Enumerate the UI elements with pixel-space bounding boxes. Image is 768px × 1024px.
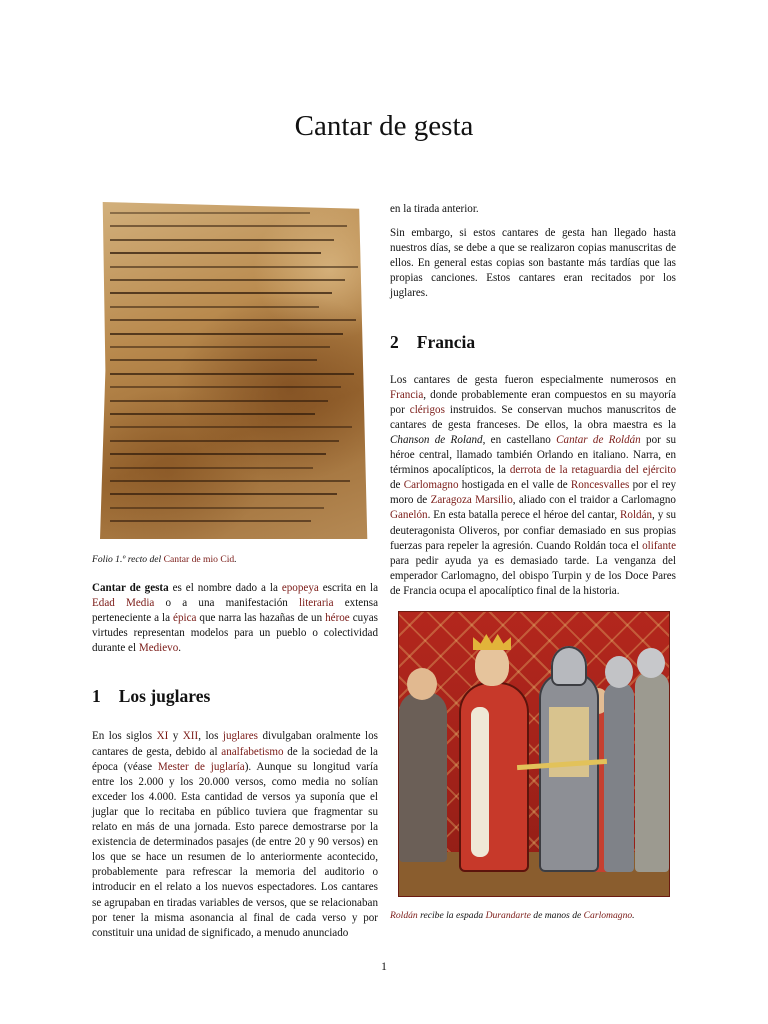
text-run: que narra las hazañas de un [196, 612, 326, 625]
script-line [110, 266, 358, 268]
article-link[interactable]: derrota de la retaguardia del ejército [509, 464, 676, 477]
article-link[interactable]: Cantar de Roldán [556, 433, 641, 446]
figure-caption-cid [92, 553, 378, 566]
miniature-image [398, 611, 670, 897]
text-run: de la sociedad de la época (véase [92, 745, 378, 773]
text-run: Los cantares de gesta fueron especialmente numerosos en [390, 373, 676, 386]
text-run: Cantar de gesta [92, 582, 169, 594]
text-run: divulgaban oralmente los cantares de gesta, debido al [92, 730, 379, 758]
text-run: , donde probablemente eran compuestos en su mayoría por [390, 388, 676, 416]
script-line [110, 400, 328, 402]
text-run: escrita en la [318, 582, 379, 594]
script-line [110, 480, 350, 482]
article-link[interactable]: XII [182, 730, 199, 743]
text-run: . En esta batalla perece el héroe del cantar, [427, 509, 620, 522]
section-title: Francia [416, 331, 476, 352]
text-run: hostigada en el valle de [458, 479, 571, 492]
section-title: Los juglares [118, 686, 211, 707]
article-link[interactable]: Durandarte [485, 909, 531, 921]
script-line [110, 306, 319, 308]
script-line [110, 373, 354, 375]
script-line [110, 413, 315, 415]
text-run: , en castellano [482, 433, 557, 446]
script-line [110, 467, 313, 469]
text-run: recibe la espada [417, 909, 486, 921]
article-link[interactable]: Roldán [620, 509, 653, 522]
figure-shape [399, 692, 447, 862]
article-link[interactable]: Carlomagno [583, 909, 633, 921]
article-link[interactable]: analfabetismo [221, 745, 284, 758]
text-run: y [168, 730, 183, 743]
copies-paragraph [390, 226, 676, 301]
text-run: , los [198, 730, 223, 743]
page-title: Cantar de gesta [294, 110, 474, 142]
article-link[interactable]: epopeya [281, 582, 319, 594]
figure-shape [637, 648, 665, 678]
script-line [110, 507, 324, 509]
script-line [110, 292, 332, 294]
right-column [390, 202, 676, 922]
left-column [92, 202, 378, 941]
section-heading-francia [390, 332, 676, 353]
text-run: o a una manifestación [154, 597, 300, 610]
king-head-shape [475, 646, 509, 686]
figure-shape [407, 668, 437, 700]
article-link[interactable]: XI [156, 730, 169, 743]
script-line [110, 493, 337, 495]
king-cloak-shape [471, 707, 489, 857]
script-line [110, 333, 343, 335]
section-heading-juglares [92, 686, 378, 707]
article-link[interactable]: juglares [222, 730, 258, 743]
text-run: en la tirada anterior. [390, 203, 479, 215]
script-line [110, 426, 352, 428]
text-run: . [632, 909, 635, 921]
article-link[interactable]: épica [173, 612, 197, 625]
article-link[interactable]: Mester de juglaría [157, 760, 245, 773]
script-line [110, 252, 321, 254]
text-run: instruidos. Se conservan muchos manuscritos de cantares de gesta franceses. De ellos, la obra maestra es la [390, 403, 676, 431]
juglares-paragraph [92, 729, 378, 940]
text-run: extensa perteneciente a la [92, 597, 378, 625]
article-link[interactable]: Edad Media [92, 597, 155, 610]
article-link[interactable]: Carlomagno [403, 479, 459, 492]
manuscript-image [100, 202, 370, 539]
text-run: por su héroe central, llamado también Orlando en italiano. Narra, en términos apocalípticos, la [390, 433, 677, 477]
article-link[interactable]: literaria [299, 597, 334, 610]
text-run: , aliado con el traidor a Carlomagno [512, 494, 676, 507]
script-line [110, 520, 311, 522]
script-line [110, 453, 326, 455]
knight-helmet-shape [551, 646, 587, 686]
article-link[interactable]: olifante [642, 539, 676, 552]
script-line [110, 319, 356, 321]
figure-shape [604, 682, 634, 872]
text-run: por el rey moro de [390, 479, 676, 507]
text-run: es el nombre dado a la [168, 582, 282, 594]
script-line [110, 346, 330, 348]
script-line [110, 212, 310, 214]
script-line [110, 225, 347, 227]
text-run: cuyas virtudes representan modelos para un pueblo o colectividad durante el [92, 612, 378, 655]
king-robe-shape [459, 682, 529, 872]
figure-caption-roldan [390, 909, 676, 922]
article-link[interactable]: Francia [390, 388, 424, 401]
page-number: 1 [381, 961, 387, 973]
text-run: En los siglos [92, 730, 157, 743]
figure-shape [635, 672, 669, 872]
section-number: 1 [92, 686, 101, 707]
text-run: Chanson de Roland [390, 433, 483, 446]
intro-paragraph [92, 581, 378, 656]
article-link[interactable]: Roncesvalles [570, 479, 630, 492]
script-line [110, 386, 341, 388]
article-link[interactable]: Roldán [390, 909, 418, 921]
section-number: 2 [390, 331, 399, 352]
continuation-paragraph [390, 202, 676, 217]
article-link[interactable]: Cantar de mio Cid [163, 554, 235, 565]
text-run: de [390, 479, 404, 492]
article-link[interactable]: héroe [325, 612, 350, 625]
text-run: . [234, 554, 237, 565]
francia-paragraph [390, 373, 676, 599]
figure-shape [605, 656, 633, 688]
text-run: Folio 1.º recto del [92, 554, 164, 565]
script-line [110, 239, 334, 241]
article-link[interactable]: Ganelón [390, 509, 428, 522]
article-link[interactable]: Medievo [138, 642, 179, 655]
text-run: , y su deuteragonista Oliveros, por confiar demasiado en sus propias fuerzas para repeler la agresión. Cuando Roldán toca el [390, 509, 676, 552]
text-run: para pedir ayuda ya es demasiado tarde. La venganza del emperador Carlomagno, del obispo Turpin y de los Doce Pares de Francia ocupa el apocalíptico final de la historia. [390, 554, 676, 597]
text-run: Sin embargo, si estos cantares de gesta han llegado hasta nuestros días, se debe a que se realizaron copias manuscritas de ellos. En general estas copias son bastante más tardías que las propias canciones. Estos cantares eran recitados por los juglares. [390, 227, 676, 300]
text-run: ). Aunque su longitud varía entre los 2.000 y los 20.000 versos, como media no solían exceder los 4.000. Esta cantidad de versos ya suponía que el juglar que lo recitaba en público tuviera que fragmentar su relato en más de una jornada. Esto parece demostrarse por la existencia de determinados pasajes (de entre 20 y 90 versos) en los que se hace un resumen de lo anteriormente acontecido, probablemente para refrescar la memoria del auditorio o introducir en el relato a los nuevos espectadores. Los cantares se agrupaban en tiradas variables de versos, que se relacionaban por tener la misma asonancia al final de cada verso y por constituir una unidad de significado, a menudo anunciado [92, 760, 378, 939]
script-line [110, 279, 345, 281]
text-run: de manos de [530, 909, 584, 921]
script-line [110, 359, 317, 361]
article-link[interactable]: clérigos [409, 403, 445, 416]
text-run: . [178, 642, 182, 655]
article-link[interactable]: Zaragoza Marsilio [430, 494, 513, 507]
script-line [110, 440, 339, 442]
